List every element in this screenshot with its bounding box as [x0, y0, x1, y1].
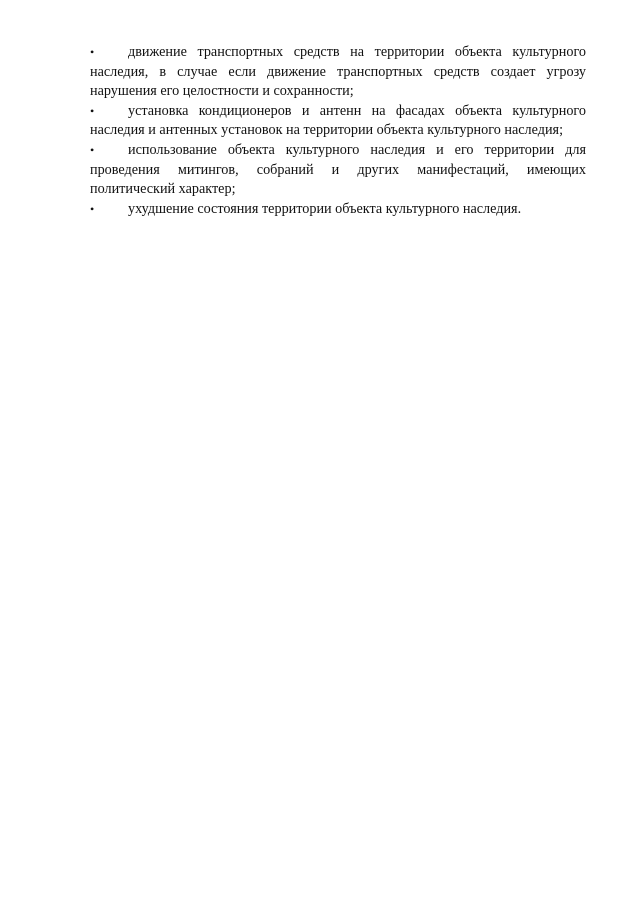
bullet-icon: •: [90, 45, 95, 59]
list-item: [90, 43, 586, 102]
bullet-icon: •: [90, 201, 95, 216]
list-item: [90, 200, 586, 220]
list-item-text: использование объекта культурного наследия и его территории для проведения митингов, собраний и других манифестаций, имеющих политический характер;: [90, 141, 586, 198]
list-item: [90, 141, 586, 200]
list-item-text: установка кондиционеров и антенн на фасадах объекта культурного наследия и антенных установок на территории объекта культурного наследия;: [90, 102, 586, 139]
list-item: [90, 102, 586, 141]
list-item-text: движение транспортных средств на территории объекта культурного наследия, в случае если движение транспортных средств создает угрозу нарушения его целостности и сохранности;: [90, 44, 586, 100]
prohibition-list: [90, 43, 586, 219]
bullet-icon: •: [90, 103, 95, 118]
bullet-icon: •: [90, 142, 95, 157]
list-item-text: ухудшение состояния территории объекта культурного наследия.: [128, 200, 522, 217]
